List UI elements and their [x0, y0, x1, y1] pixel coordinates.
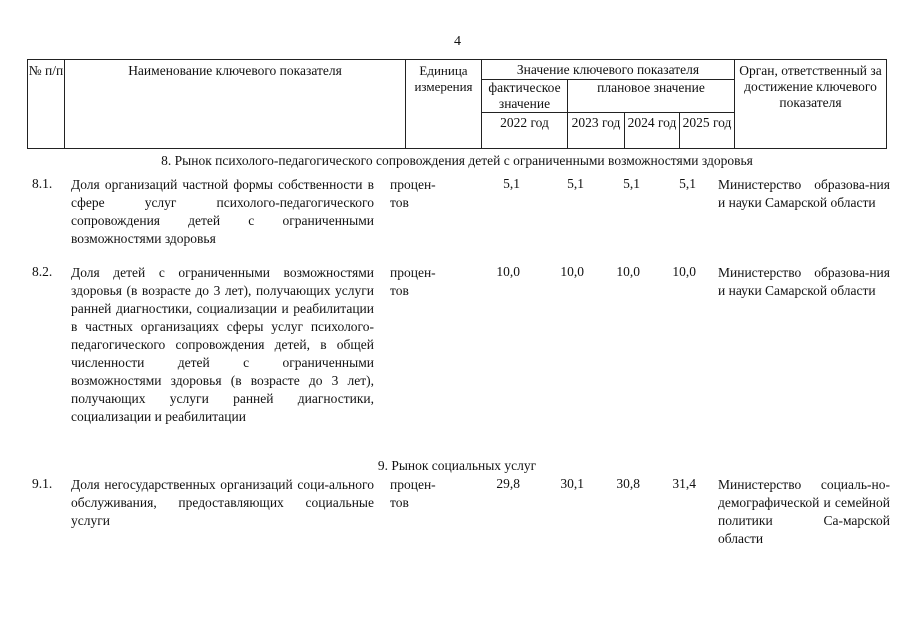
- section-title: 8. Рынок психолого-педагогического сопровождения детей с ограниченными возможностями здоровья: [161, 153, 753, 168]
- page-number: 4: [454, 34, 461, 49]
- row-value-2023: 10,0: [560, 264, 584, 279]
- table-header: [27, 59, 887, 149]
- header-value-group: Значение ключевого показателя: [481, 59, 735, 80]
- row-value-2024: 10,0: [616, 264, 640, 279]
- row-unit: процен-тов: [390, 177, 436, 210]
- header-num: № п/п: [27, 59, 65, 149]
- header-org: Орган, ответственный за достижение ключевого показателя: [734, 59, 887, 149]
- row-org: Министерство образова-ния и науки Самарской области: [718, 265, 890, 298]
- header-year-2023: 2023 год: [567, 112, 625, 149]
- row-value-2022: 5,1: [503, 176, 520, 191]
- header-year-2024: 2024 год: [624, 112, 680, 149]
- header-plan: плановое значение: [567, 79, 735, 113]
- header-name: Наименование ключевого показателя: [64, 59, 406, 149]
- section-title: 9. Рынок социальных услуг: [377, 458, 537, 473]
- row-value-2024: 5,1: [623, 176, 640, 191]
- header-unit: Единица измерения: [405, 59, 482, 149]
- row-value-2025: 31,4: [672, 476, 696, 491]
- row-value-2023: 30,1: [560, 476, 584, 491]
- row-name: Доля негосударственных организаций соци-ального обслуживания, предоставляющих социальные услуги: [71, 477, 374, 528]
- row-org: Министерство образова-ния и науки Самарской области: [718, 177, 890, 210]
- row-value-2023: 5,1: [567, 176, 584, 191]
- header-year-2022: 2022 год: [481, 112, 568, 149]
- row-value-2022: 29,8: [496, 476, 520, 491]
- row-num: 9.1.: [32, 476, 53, 491]
- row-name: Доля организаций частной формы собственности в сфере услуг психолого-педагогического сопровождения детей с ограниченными возможностями здоровья: [71, 177, 374, 246]
- row-num: 8.2.: [32, 264, 53, 279]
- row-name: Доля детей с ограниченными возможностями здоровья (в возрасте до 3 лет), получающих услуги ранней диагностики, социализации и реабилитации в частных организациях сферы услуг психолого-педагогического сопровождения детей, в общей численности детей с ограниченными возможностями здоровья (в возрасте до 3 лет), получающих услуги ранней диагностики, социализации и реабилитации: [71, 265, 374, 424]
- row-value-2024: 30,8: [616, 476, 640, 491]
- row-value-2025: 5,1: [679, 176, 696, 191]
- header-year-2025: 2025 год: [679, 112, 735, 149]
- row-num: 8.1.: [32, 176, 53, 191]
- row-value-2025: 10,0: [672, 264, 696, 279]
- row-unit: процен-тов: [390, 477, 436, 510]
- row-value-2022: 10,0: [496, 264, 520, 279]
- header-fact: фактическое значение: [481, 79, 568, 113]
- row-unit: процен-тов: [390, 265, 436, 298]
- row-org: Министерство социаль-но-демографической и семейной политики Са-марской области: [718, 477, 890, 546]
